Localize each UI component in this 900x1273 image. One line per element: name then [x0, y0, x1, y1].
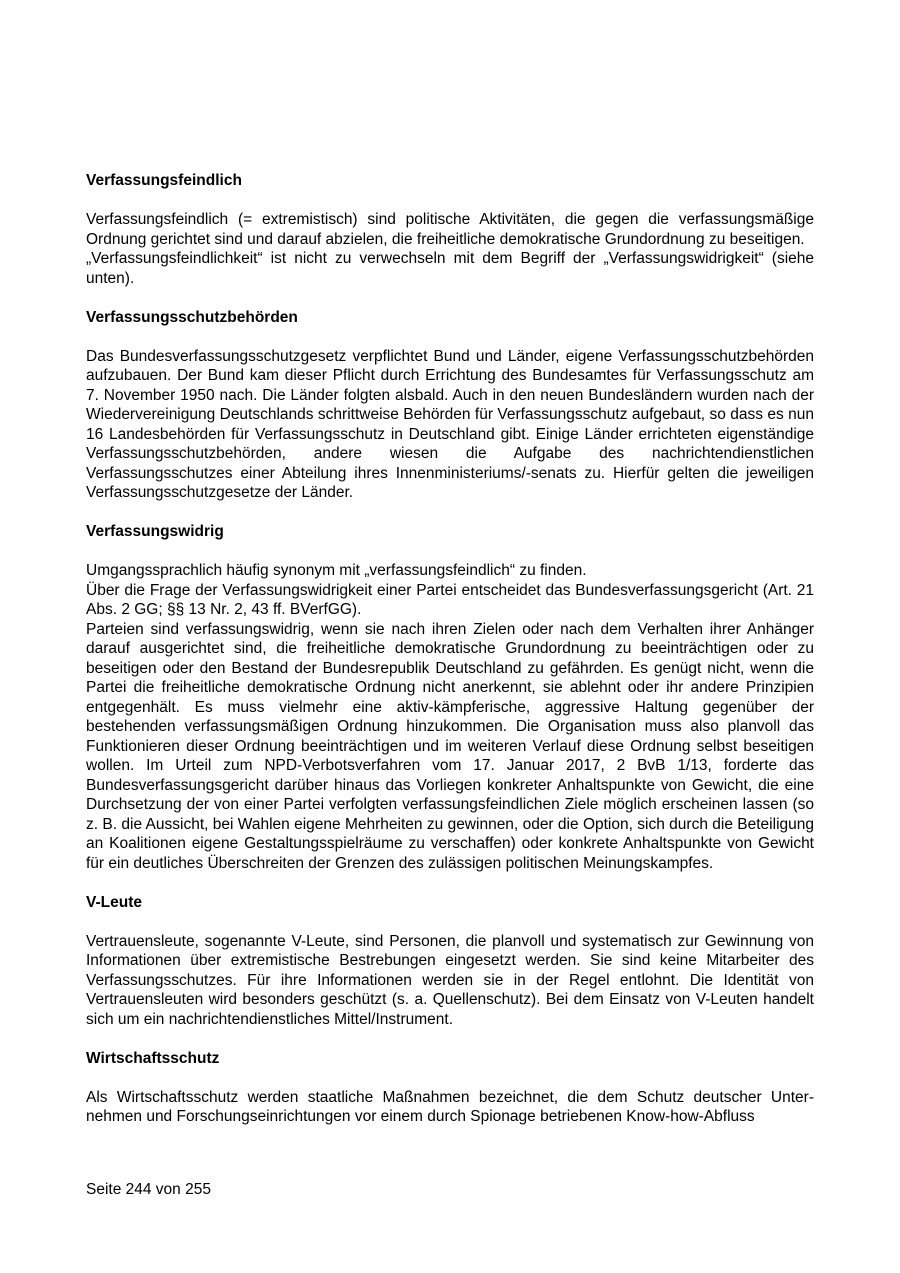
section-verfassungsfeindlich [86, 171, 814, 288]
paragraph: Über die Frage der Verfassungswidrigkeit einer Partei entscheidet das Bundesverfassungsgericht (Art. 21 Abs. 2 GG; §§ 13 Nr. 2, 43 ff. BVerfGG). [86, 581, 814, 618]
section-heading: Verfassungsfeindlich [86, 172, 242, 189]
section-heading: V-Leute [86, 893, 142, 911]
section-wirtschaftsschutz [86, 1049, 814, 1127]
paragraph: Vertrauensleute, sogenannte V-Leute, sind Personen, die planvoll und systematisch zur Gewinnung von Informationen über extremistische Bestrebungen eingesetzt werden. Sie sind keine Mitarbeiter des Verfassungsschutzes. Für ihre Informationen werden sie in der Regel entlohnt. Die Identität von Vertrauensleuten wird besonders geschützt (s. a. Quellenschutz). Bei dem Einsatz von V-Leuten handelt sich um ein nachrichtendienstliches Mittel/Instrument. [86, 932, 814, 1028]
section-heading: Wirtschaftsschutz [86, 1049, 220, 1067]
document-page [86, 171, 814, 1146]
paragraph: Das Bundesverfassungsschutzgesetz verpflichtet Bund und Länder, eigene Verfassungsschutzbehörden aufzubauen. Der Bund kam dieser Pflicht durch Errichtung des Bundesamtes für Verfassungsschutz am 7. November 1950 nach. Die Länder folgten alsbald. Auch in den neuen Bundesländern wurden nach der Wiedervereinigung Deutschlands schrittweise Behörden für Verfassungsschutz aufgebaut, so dass es nun 16 Landesbehörden für Verfassungsschutz in Deutschland gibt. Einige Länder errichteten eigenständige Verfassungsschutzbehörden, andere wiesen die Aufgabe des nachrichtendienstlichen Verfassungsschutzes einer Abteilung ihres Innenministeriums/-senats zu. Hierfür gelten die jeweiligen Verfassungsschutzgesetze der Länder. [86, 347, 814, 501]
paragraph: Verfassungsfeindlich (= extremistisch) sind politische Aktivitäten, die gegen die verfassungsmäßige Ordnung gerichtet sind und darauf abzielen, die freiheitliche demokratische Grundordnung zu beseitigen. [86, 211, 814, 248]
section-heading: Verfassungsschutzbehörden [86, 308, 298, 326]
section-verfassungswidrig [86, 522, 814, 873]
section-v-leute [86, 893, 814, 1030]
paragraph: Umgangssprachlich häufig synonym mit „verfassungsfeindlich“ zu finden. [86, 562, 587, 579]
section-heading: Verfassungswidrig [86, 523, 224, 540]
section-verfassungsschutzbehoerden [86, 308, 814, 503]
paragraph: Parteien sind verfassungswidrig, wenn sie nach ihren Zielen oder nach dem Verhalten ihrer Anhänger darauf ausgerichtet sind, die freiheitliche demokratische Grundordnung zu beeinträchtigen oder zu beseitigen oder den Bestand der Bundesrepublik Deutschland zu gefährden. Es genügt nicht, wenn die Partei die freiheitliche demokratische Ordnung nicht anerkennt, sie ablehnt oder ihr andere Prinzipien entgegenhält. Es muss vielmehr eine aktiv-kämpferische, aggressive Haltung gegenüber der bestehenden verfassungsmäßigen Ordnung hinzukommen. Die Organisation muss also planvoll das Funktionieren dieser Ordnung beeinträchtigen und im weiteren Verlauf diese Ordnung selbst beseitigen wollen. Im Urteil zum NPD-Verbotsverfahren vom 17. Januar 2017, 2 BvB 1/13, forderte das Bundesverfassungsgericht darüber hinaus das Vorliegen konkreter Anhaltspunkte von Gewicht, die eine Durchsetzung der von einer Partei verfolgten verfassungsfeindlichen Ziele möglich erscheinen lassen (so z. B. die Aussicht, bei Wahlen eigene Mehrheiten zu gewinnen, oder die Option, sich durch die Beteiligung an Koalitionen eigene Gestaltungsspielräume zu verschaffen) oder konkrete Anhaltspunkte von Gewicht für ein deutliches Überschreiten der Grenzen des zulässigen politischen Meinungskampfes. [86, 620, 814, 872]
paragraph: Als Wirtschaftsschutz werden staatliche Maßnahmen bezeichnet, die dem Schutz deutscher Unternehmen und Forschungseinrichtungen vor einem durch Spionage betriebenen Know-how-Abfluss [86, 1088, 814, 1125]
page-number: Seite 244 von 255 [86, 1181, 211, 1198]
paragraph: „Verfassungsfeindlichkeit“ ist nicht zu verwechseln mit dem Begriff der „Verfassungswidrigkeit“ (siehe unten). [86, 250, 814, 287]
